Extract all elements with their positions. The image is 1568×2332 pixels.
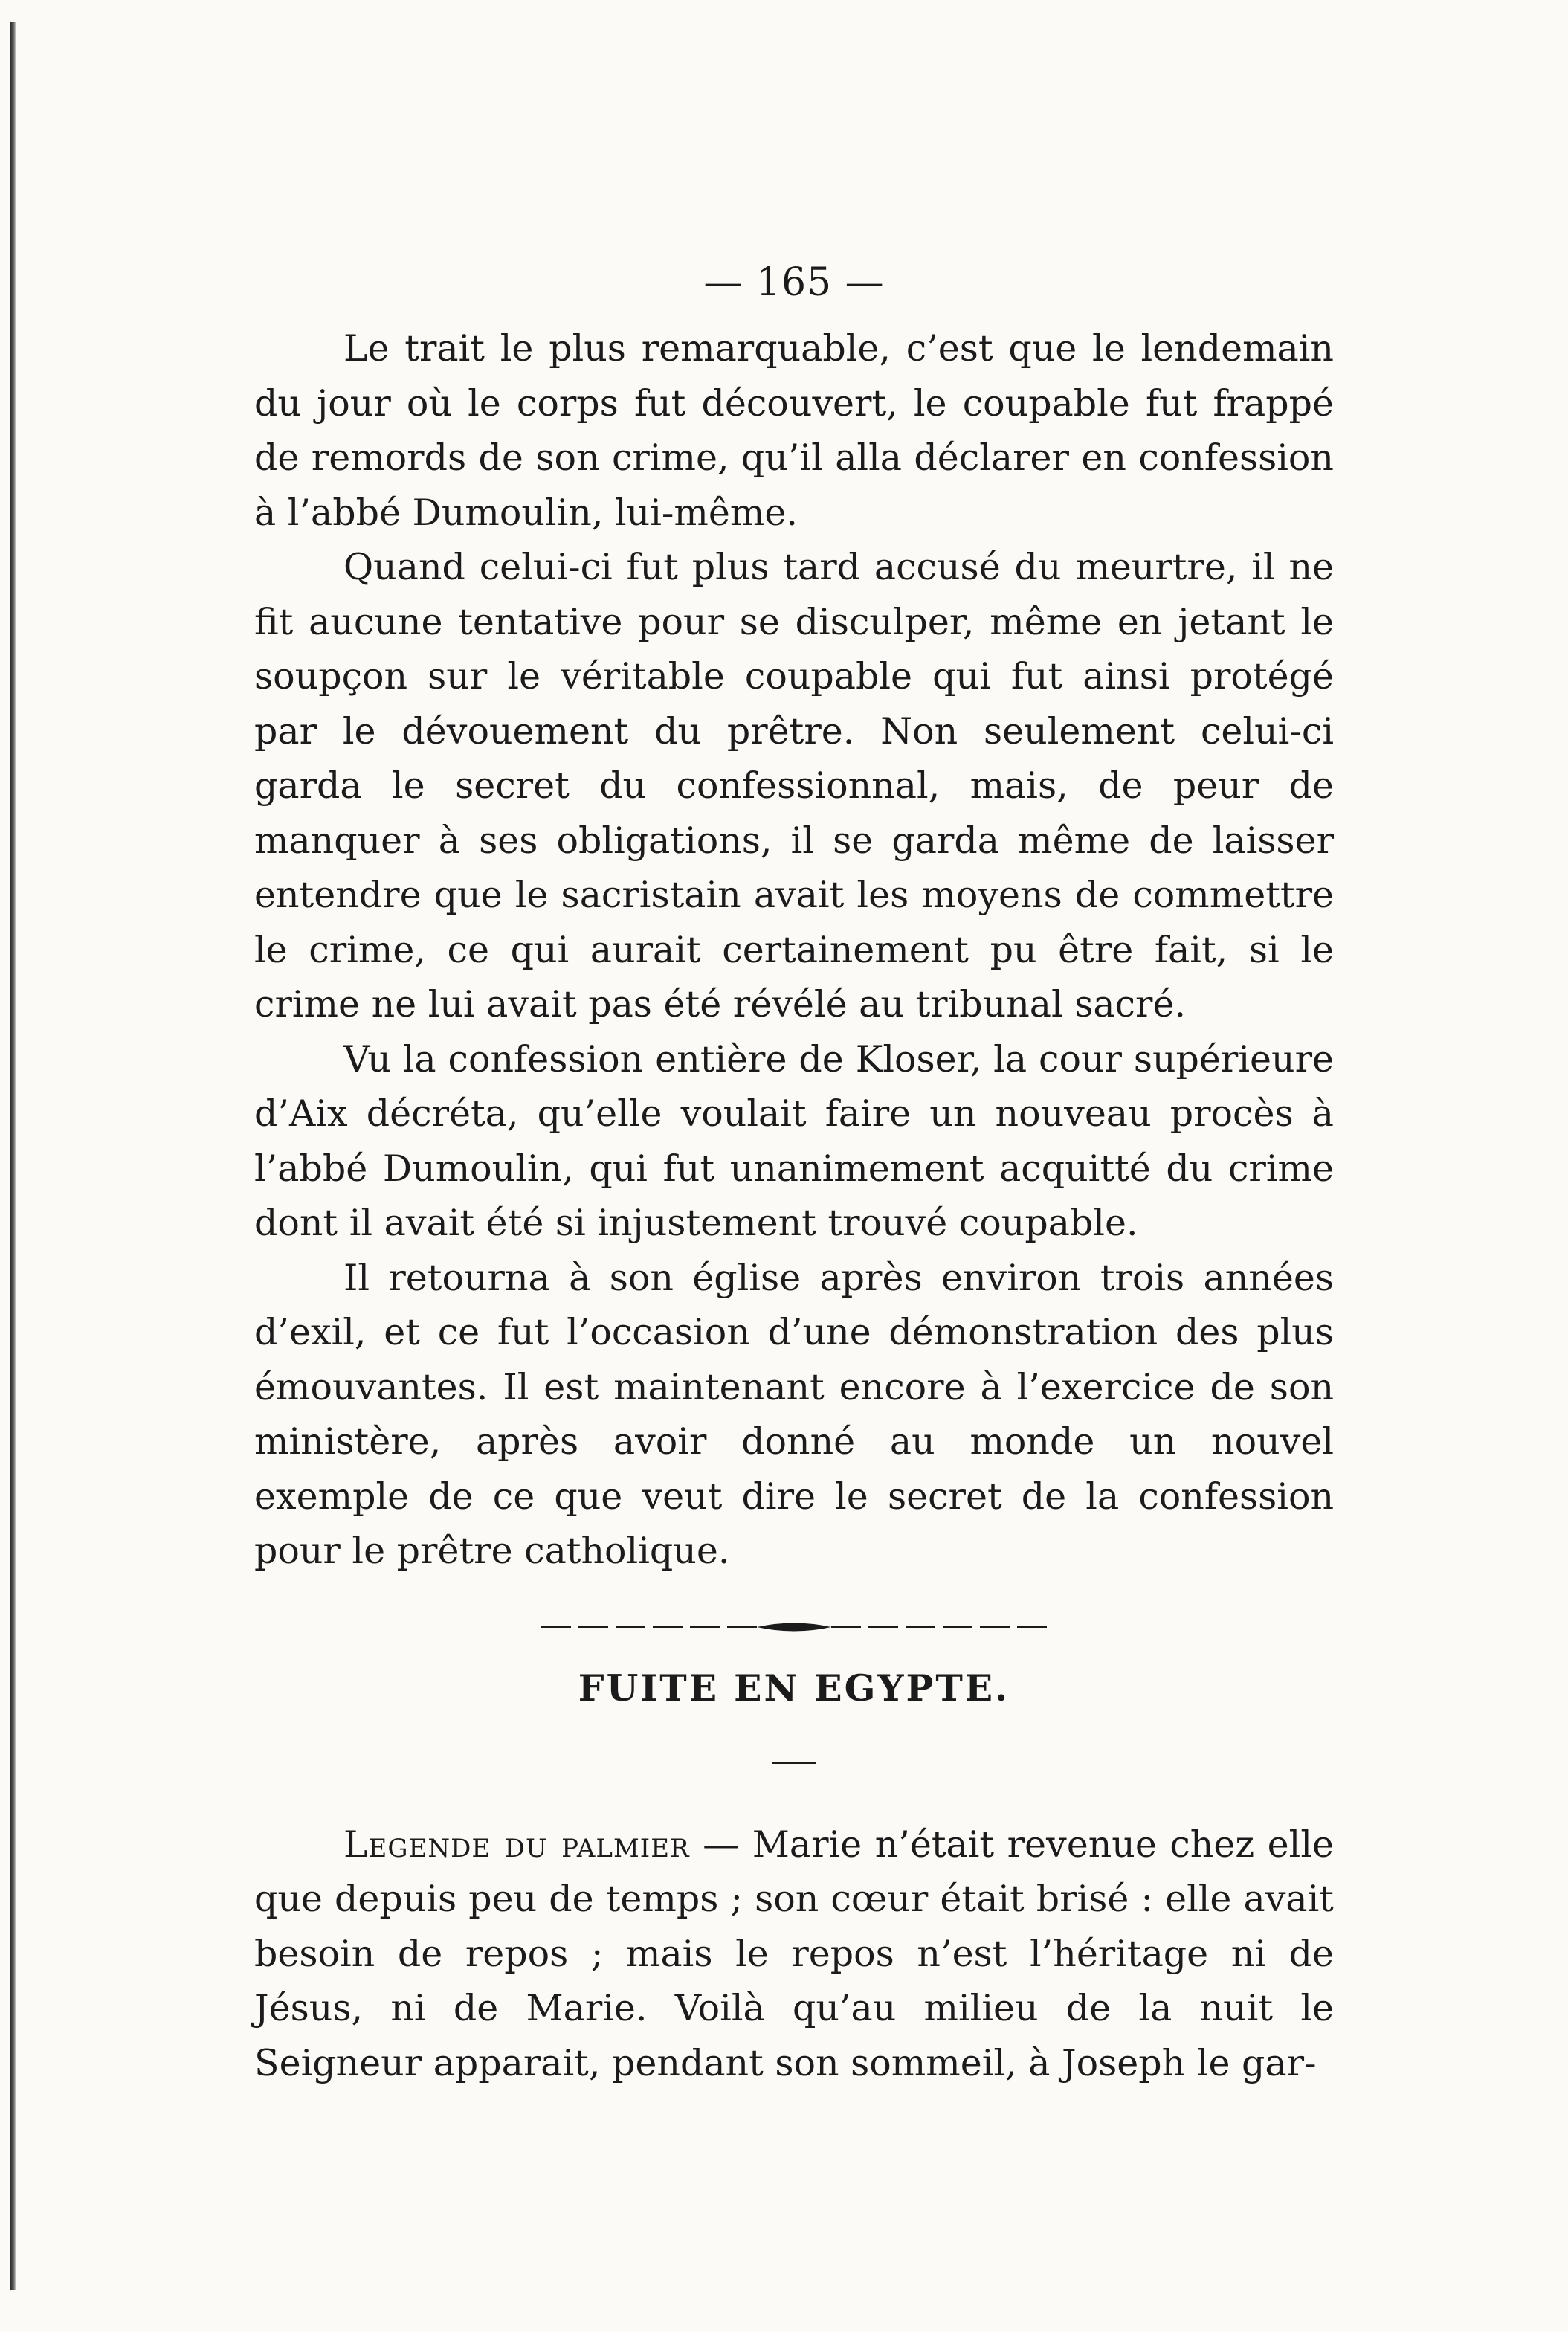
book-page — [254, 260, 1334, 2090]
paragraph-3: Vu la confession entière de Kloser, la cour supérieure d’Aix décréta, qu’elle voulait faire un nouveau procès à l’abbé Dumoulin, qui fut unanimement acquitté du crime dont il avait été si injustement trouvé coupable. — [254, 1037, 1334, 1244]
title-rule — [772, 1762, 816, 1764]
page-binding-edge — [10, 22, 16, 2290]
legend-label: Legende du palmier — [343, 1823, 690, 1866]
paragraph-4: Il retourna à son église après environ trois années d’exil, et ce fut l’occasion d’une démonstration des plus émouvantes. Il est maintenant encore à l’exercice de son ministère, après avoir donné au monde un nouvel exemple de ce que veut dire le secret de la confession pour le prêtre catholique. — [254, 1256, 1334, 1572]
ornamental-divider — [534, 1617, 1054, 1637]
paragraph-1: Le trait le plus remarquable, c’est que le lendemain du jour où le corps fut découvert, le coupable fut frappé de remords de son crime, qu’il alla déclarer en confession à l’abbé Dumoulin, lui-même. — [254, 327, 1334, 534]
page-number: — 165 — — [703, 260, 885, 305]
paragraph-2: Quand celui-ci fut plus tard accusé du meurtre, il ne fit aucune tentative pour se disculper, même en jetant le soupçon sur le véritable coupable qui fut ainsi protégé par le dévouement du prêtre. Non seulement celui-ci garda le secret du confessionnal, mais, de peur de manquer à ses obligations, il se garda même de laisser entendre que le sacristain avait les moyens de commettre le crime, ce qui aurait certainement pu être fait, si le crime ne lui avait pas été révélé au tribunal sacré. — [254, 546, 1334, 1025]
section-title: FUITE EN EGYPTE. — [578, 1666, 1010, 1710]
legend-text: — Marie n’était revenue chez elle que depuis peu de temps ; son cœur était brisé : elle avait besoin de repos ; mais le repos n’est l’héritage ni de Jésus, ni de Marie. Voilà qu’au milieu de la nuit le Seigneur apparait, pendant son sommeil, à Joseph le gar- — [254, 1823, 1334, 2084]
legend-paragraph — [254, 1817, 1334, 2091]
